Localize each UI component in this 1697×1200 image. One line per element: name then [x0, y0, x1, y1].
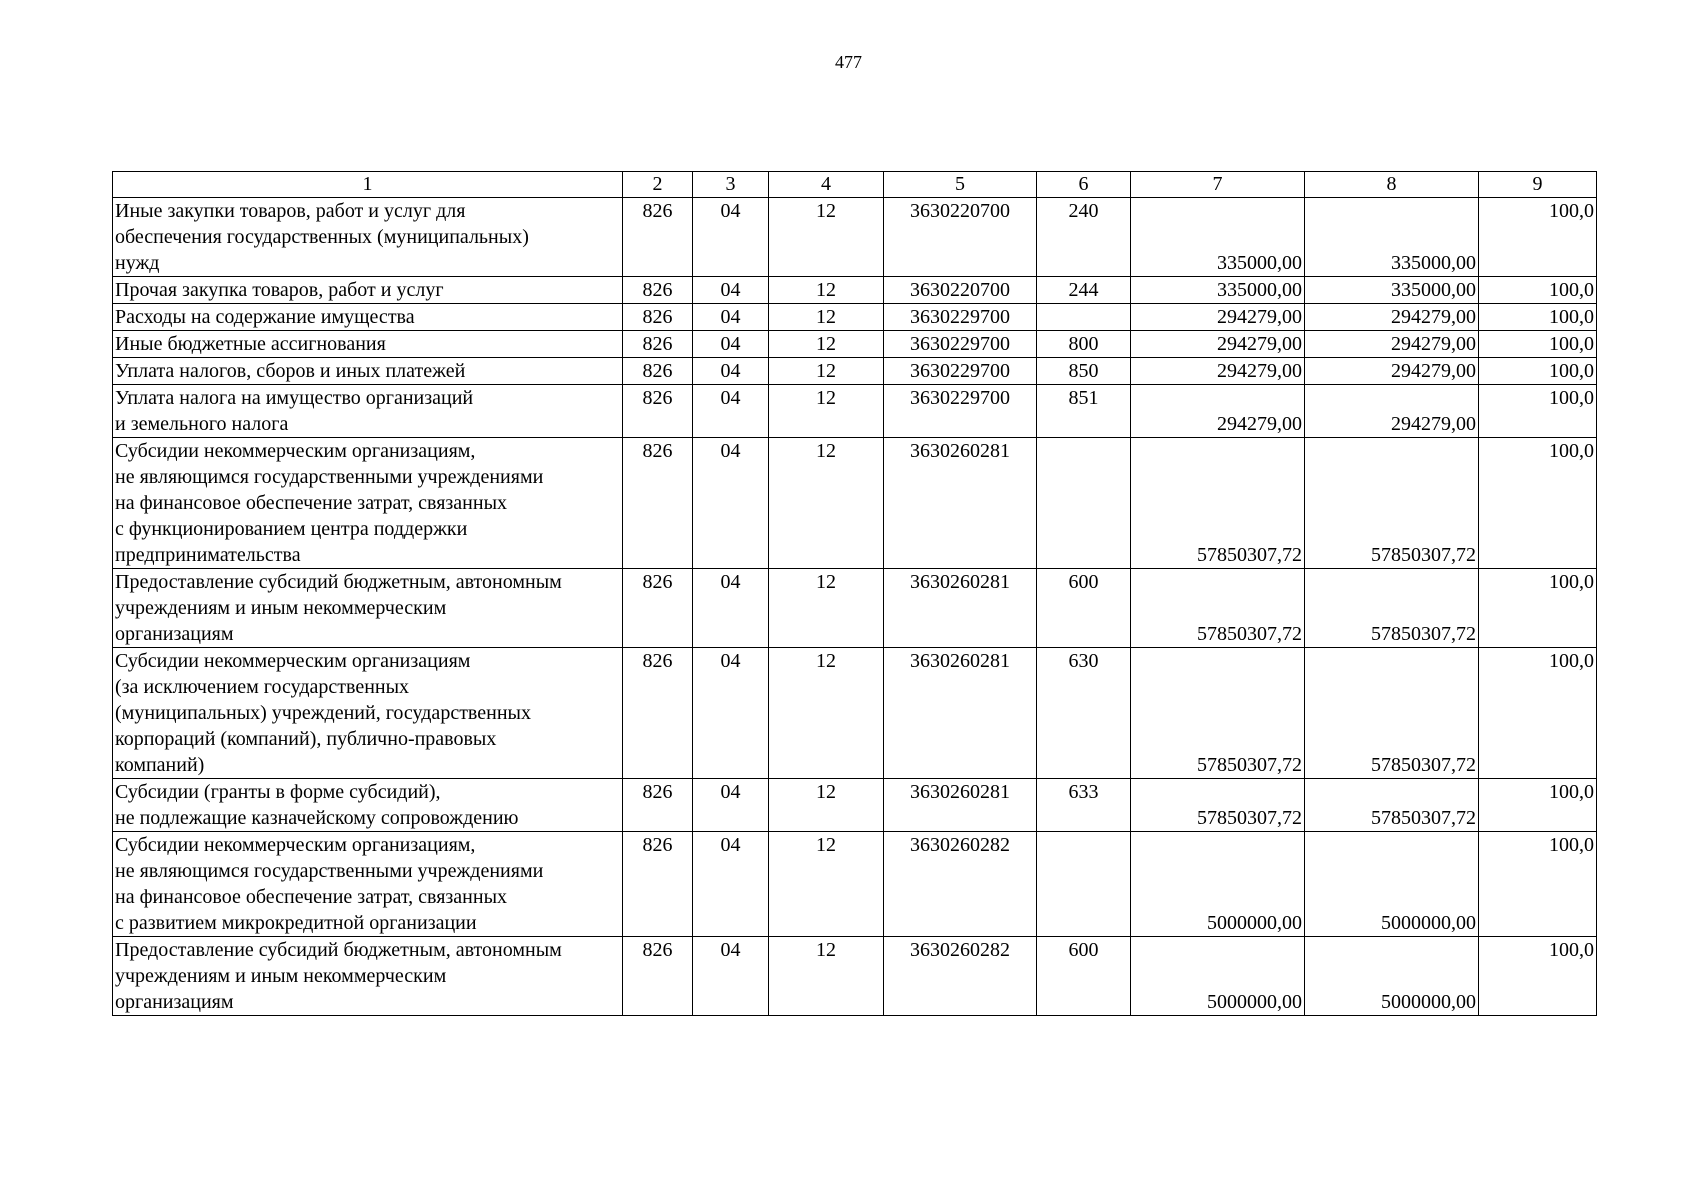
row-name-line: (муниципальных) учреждений, государственных	[115, 702, 531, 724]
executed-amount-cell: 294279,00	[1305, 385, 1479, 438]
row-name-cell	[113, 569, 623, 648]
percent-cell: 100,0	[1479, 569, 1597, 648]
subsection-code-cell: 12	[769, 277, 884, 304]
subsection-code-cell: 12	[769, 331, 884, 358]
expense-type-cell: 633	[1037, 779, 1131, 832]
row-name-line: и земельного налога	[115, 413, 289, 435]
row-name-cell	[113, 779, 623, 832]
subsection-code-cell: 12	[769, 569, 884, 648]
executed-amount-cell: 294279,00	[1305, 358, 1479, 385]
row-name-line: организациям	[115, 623, 234, 645]
executed-amount-cell: 57850307,72	[1305, 438, 1479, 569]
row-name-line: нужд	[115, 252, 160, 274]
executed-amount-cell: 294279,00	[1305, 331, 1479, 358]
row-name-line: Расходы на содержание имущества	[115, 306, 415, 328]
row-name-line: Иные закупки товаров, работ и услуг для	[115, 200, 466, 222]
table-row	[113, 569, 1597, 648]
header-cell: 1	[113, 172, 623, 198]
target-article-cell: 3630260281	[884, 438, 1037, 569]
row-name-cell	[113, 331, 623, 358]
target-article-cell: 3630260282	[884, 832, 1037, 937]
row-name-line: учреждениям и иным некоммерческим	[115, 965, 447, 987]
section-code-cell: 04	[693, 832, 769, 937]
percent-cell: 100,0	[1479, 385, 1597, 438]
percent-cell: 100,0	[1479, 438, 1597, 569]
row-name-cell	[113, 198, 623, 277]
budget-table	[112, 171, 1597, 1016]
table-row	[113, 358, 1597, 385]
header-cell: 9	[1479, 172, 1597, 198]
row-name-cell	[113, 438, 623, 569]
table-row	[113, 832, 1597, 937]
planned-amount-cell: 294279,00	[1131, 385, 1305, 438]
section-code-cell: 04	[693, 569, 769, 648]
percent-cell: 100,0	[1479, 358, 1597, 385]
header-cell: 3	[693, 172, 769, 198]
row-name-line: корпораций (компаний), публично-правовых	[115, 728, 497, 750]
table-row	[113, 937, 1597, 1016]
target-article-cell: 3630260281	[884, 569, 1037, 648]
percent-cell: 100,0	[1479, 304, 1597, 331]
admin-code-cell: 826	[623, 385, 693, 438]
planned-amount-cell: 5000000,00	[1131, 937, 1305, 1016]
row-name-cell	[113, 648, 623, 779]
percent-cell: 100,0	[1479, 277, 1597, 304]
page-number: 477	[835, 52, 862, 72]
expense-type-cell: 850	[1037, 358, 1131, 385]
section-code-cell: 04	[693, 648, 769, 779]
target-article-cell: 3630260281	[884, 648, 1037, 779]
expense-type-cell	[1037, 438, 1131, 569]
row-name-line: Субсидии некоммерческим организациям	[115, 650, 471, 672]
subsection-code-cell: 12	[769, 385, 884, 438]
target-article-cell: 3630260281	[884, 779, 1037, 832]
row-name-cell	[113, 358, 623, 385]
row-name-line: Уплата налога на имущество организаций	[115, 387, 474, 409]
subsection-code-cell: 12	[769, 198, 884, 277]
target-article-cell: 3630229700	[884, 358, 1037, 385]
executed-amount-cell: 57850307,72	[1305, 779, 1479, 832]
row-name-cell	[113, 385, 623, 438]
admin-code-cell: 826	[623, 277, 693, 304]
executed-amount-cell: 5000000,00	[1305, 832, 1479, 937]
percent-cell: 100,0	[1479, 779, 1597, 832]
admin-code-cell: 826	[623, 648, 693, 779]
section-code-cell: 04	[693, 385, 769, 438]
table-row	[113, 198, 1597, 277]
section-code-cell: 04	[693, 937, 769, 1016]
subsection-code-cell: 12	[769, 937, 884, 1016]
row-name-line: Субсидии (гранты в форме субсидий),	[115, 781, 441, 803]
row-name-line: учреждениям и иным некоммерческим	[115, 597, 447, 619]
row-name-line: Иные бюджетные ассигнования	[115, 333, 386, 355]
executed-amount-cell: 57850307,72	[1305, 648, 1479, 779]
planned-amount-cell: 57850307,72	[1131, 569, 1305, 648]
subsection-code-cell: 12	[769, 648, 884, 779]
row-name-line: организациям	[115, 991, 234, 1013]
admin-code-cell: 826	[623, 331, 693, 358]
admin-code-cell: 826	[623, 438, 693, 569]
expense-type-cell	[1037, 832, 1131, 937]
table-row	[113, 331, 1597, 358]
planned-amount-cell: 335000,00	[1131, 277, 1305, 304]
section-code-cell: 04	[693, 277, 769, 304]
row-name-line: Субсидии некоммерческим организациям,	[115, 440, 476, 462]
row-name-line: предпринимательства	[115, 544, 301, 566]
table-body	[113, 172, 1597, 1016]
planned-amount-cell: 57850307,72	[1131, 648, 1305, 779]
expense-type-cell: 800	[1037, 331, 1131, 358]
admin-code-cell: 826	[623, 198, 693, 277]
row-name-line: Прочая закупка товаров, работ и услуг	[115, 279, 444, 301]
subsection-code-cell: 12	[769, 832, 884, 937]
row-name-cell	[113, 304, 623, 331]
percent-cell: 100,0	[1479, 937, 1597, 1016]
planned-amount-cell: 294279,00	[1131, 304, 1305, 331]
subsection-code-cell: 12	[769, 358, 884, 385]
expense-type-cell: 600	[1037, 937, 1131, 1016]
row-name-line: (за исключением государственных	[115, 676, 410, 698]
header-cell: 8	[1305, 172, 1479, 198]
table-row	[113, 648, 1597, 779]
target-article-cell: 3630260282	[884, 937, 1037, 1016]
header-cell: 4	[769, 172, 884, 198]
section-code-cell: 04	[693, 438, 769, 569]
row-name-cell	[113, 832, 623, 937]
row-name-line: Субсидии некоммерческим организациям,	[115, 834, 476, 856]
row-name-line: с функционированием центра поддержки	[115, 518, 468, 540]
planned-amount-cell: 294279,00	[1131, 331, 1305, 358]
row-name-line: не подлежащие казначейскому сопровождению	[115, 807, 519, 829]
table-header-row	[113, 172, 1597, 198]
row-name-line: Предоставление субсидий бюджетным, автономным	[115, 939, 562, 961]
planned-amount-cell: 5000000,00	[1131, 832, 1305, 937]
planned-amount-cell: 335000,00	[1131, 198, 1305, 277]
header-cell: 7	[1131, 172, 1305, 198]
admin-code-cell: 826	[623, 358, 693, 385]
admin-code-cell: 826	[623, 779, 693, 832]
expense-type-cell: 240	[1037, 198, 1131, 277]
section-code-cell: 04	[693, 779, 769, 832]
expense-type-cell: 851	[1037, 385, 1131, 438]
admin-code-cell: 826	[623, 569, 693, 648]
admin-code-cell: 826	[623, 937, 693, 1016]
planned-amount-cell: 57850307,72	[1131, 779, 1305, 832]
table-row	[113, 277, 1597, 304]
percent-cell: 100,0	[1479, 198, 1597, 277]
row-name-line: на финансовое обеспечение затрат, связанных	[115, 492, 508, 514]
target-article-cell: 3630229700	[884, 304, 1037, 331]
section-code-cell: 04	[693, 331, 769, 358]
row-name-line: Уплата налогов, сборов и иных платежей	[115, 360, 466, 382]
executed-amount-cell: 335000,00	[1305, 198, 1479, 277]
row-name-line: не являющимся государственными учреждениями	[115, 860, 544, 882]
executed-amount-cell: 57850307,72	[1305, 569, 1479, 648]
row-name-line: не являющимся государственными учреждениями	[115, 466, 544, 488]
subsection-code-cell: 12	[769, 304, 884, 331]
section-code-cell: 04	[693, 358, 769, 385]
section-code-cell: 04	[693, 198, 769, 277]
expense-type-cell: 600	[1037, 569, 1131, 648]
admin-code-cell: 826	[623, 304, 693, 331]
row-name-line: компаний)	[115, 754, 205, 776]
subsection-code-cell: 12	[769, 779, 884, 832]
percent-cell: 100,0	[1479, 648, 1597, 779]
header-cell: 2	[623, 172, 693, 198]
header-cell: 5	[884, 172, 1037, 198]
expense-type-cell	[1037, 304, 1131, 331]
executed-amount-cell: 5000000,00	[1305, 937, 1479, 1016]
target-article-cell: 3630220700	[884, 198, 1037, 277]
executed-amount-cell: 335000,00	[1305, 277, 1479, 304]
executed-amount-cell: 294279,00	[1305, 304, 1479, 331]
table-row	[113, 385, 1597, 438]
admin-code-cell: 826	[623, 832, 693, 937]
planned-amount-cell: 294279,00	[1131, 358, 1305, 385]
row-name-cell	[113, 937, 623, 1016]
row-name-cell	[113, 277, 623, 304]
expense-type-cell: 630	[1037, 648, 1131, 779]
table-row	[113, 779, 1597, 832]
percent-cell: 100,0	[1479, 331, 1597, 358]
subsection-code-cell: 12	[769, 438, 884, 569]
target-article-cell: 3630229700	[884, 331, 1037, 358]
percent-cell: 100,0	[1479, 832, 1597, 937]
row-name-line: Предоставление субсидий бюджетным, автономным	[115, 571, 562, 593]
planned-amount-cell: 57850307,72	[1131, 438, 1305, 569]
table-row	[113, 438, 1597, 569]
target-article-cell: 3630220700	[884, 277, 1037, 304]
row-name-line: с развитием микрокредитной организации	[115, 912, 477, 934]
section-code-cell: 04	[693, 304, 769, 331]
expense-type-cell: 244	[1037, 277, 1131, 304]
header-cell: 6	[1037, 172, 1131, 198]
row-name-line: на финансовое обеспечение затрат, связанных	[115, 886, 508, 908]
row-name-line: обеспечения государственных (муниципальных)	[115, 226, 529, 248]
table-row	[113, 304, 1597, 331]
target-article-cell: 3630229700	[884, 385, 1037, 438]
